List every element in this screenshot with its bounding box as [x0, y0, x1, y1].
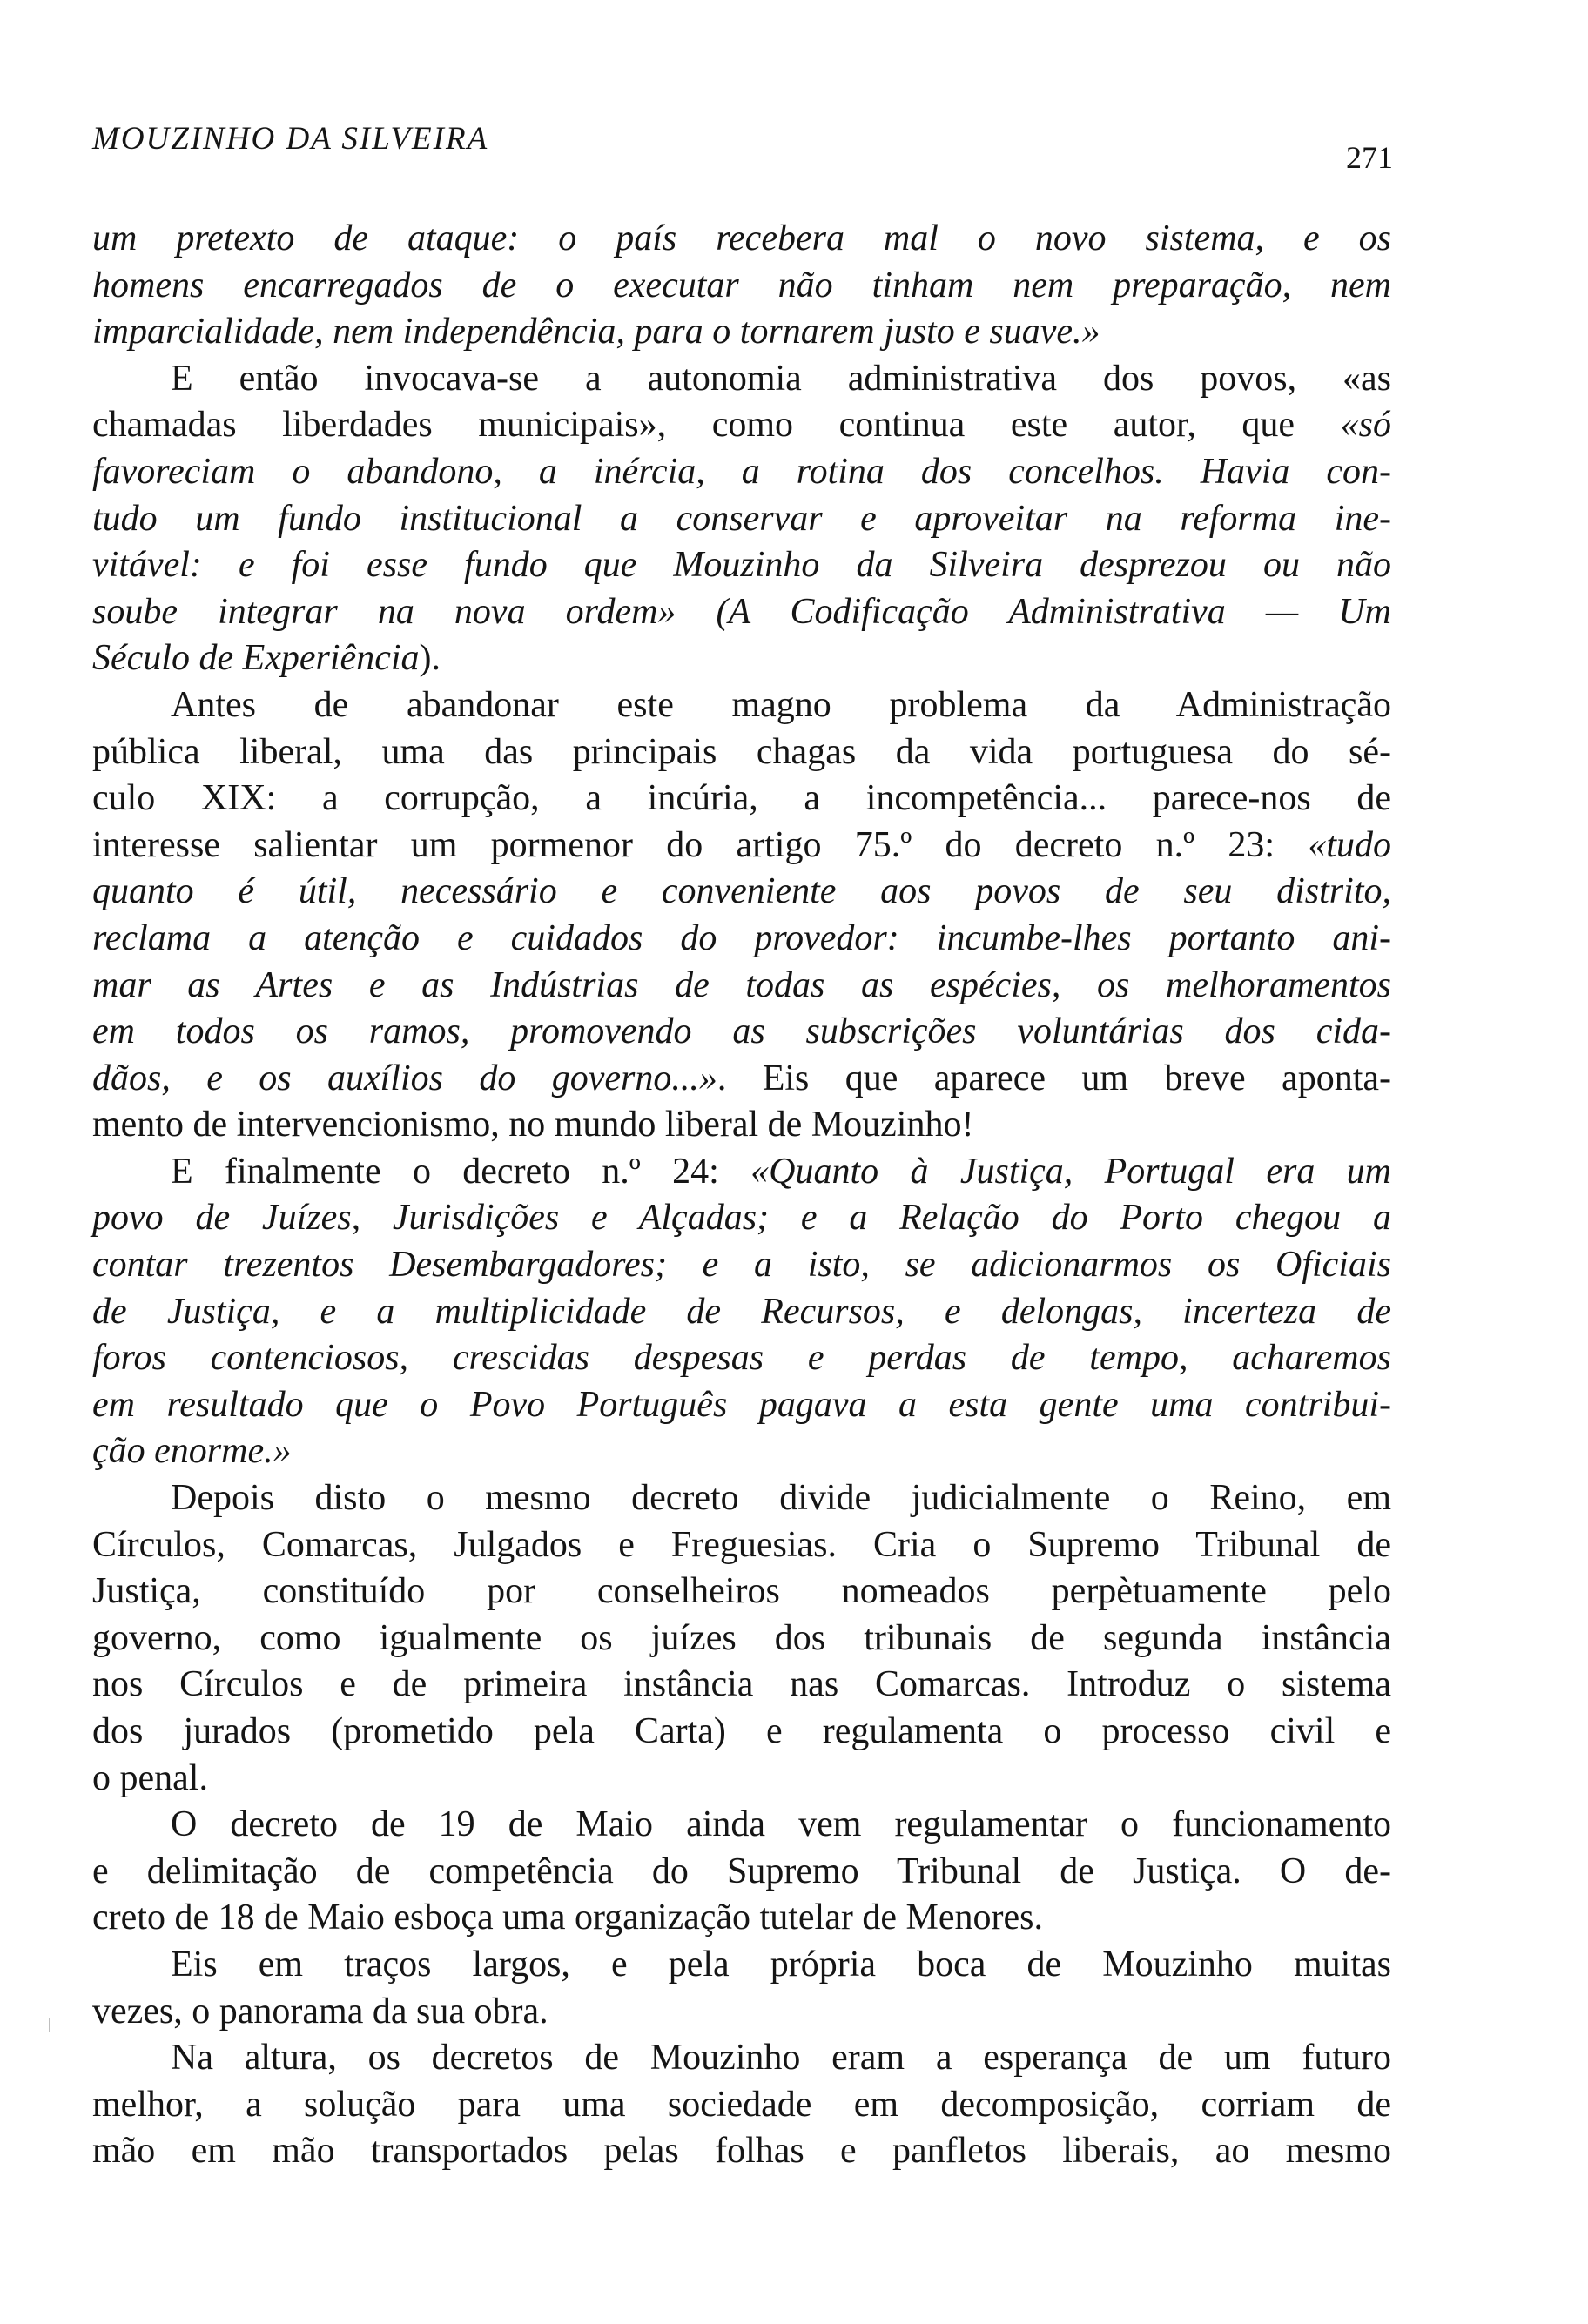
text-line — [92, 496, 1391, 543]
text-line — [92, 1568, 1391, 1615]
text-line — [92, 1242, 1391, 1289]
text-line — [92, 776, 1391, 823]
italic-text-segment: quanto é útil, necessário e conveniente aos povos de seu distrito, — [92, 871, 1391, 912]
text-line — [92, 1849, 1391, 1896]
text-line — [92, 1475, 1391, 1522]
text-segment: governo, como igualmente os juízes dos tribunais de segunda instância — [92, 1617, 1391, 1658]
text-line — [92, 589, 1391, 636]
text-line — [92, 1102, 1391, 1149]
italic-text-segment: ção enorme.» — [92, 1431, 292, 1472]
text-line — [92, 682, 1391, 729]
text-line — [92, 916, 1391, 963]
text-line — [92, 356, 1391, 403]
italic-text-segment: «tudo — [1308, 824, 1391, 865]
text-line — [92, 402, 1391, 449]
text-line — [92, 1522, 1391, 1569]
text-segment: Círculos, Comarcas, Julgados e Freguesias. Cria o Supremo Tribunal de — [92, 1524, 1391, 1565]
text-line — [92, 1009, 1391, 1056]
text-line — [92, 1335, 1391, 1382]
text-line — [92, 729, 1391, 776]
italic-text-segment: contar trezentos Desembargadores; e a isto, se adicionarmos os Oficiais — [92, 1245, 1391, 1286]
italic-text-segment: povo de Juízes, Jurisdições e Alçadas; e a Relação do Porto chegou a — [92, 1198, 1391, 1239]
text-segment: vezes, o panorama da sua obra. — [92, 1991, 548, 2032]
text-line — [92, 1382, 1391, 1429]
text-line — [92, 1709, 1391, 1756]
text-segment: . Eis que aparece um breve aponta- — [717, 1058, 1391, 1098]
text-line — [92, 263, 1391, 310]
italic-text-segment: tudo um fundo institucional a conservar e aproveitar na reforma ine- — [92, 498, 1391, 539]
text-segment: pública liberal, uma das principais chagas da vida portuguesa do sé- — [92, 731, 1391, 772]
text-line — [92, 216, 1391, 263]
text-line — [92, 309, 1391, 356]
text-line — [92, 1756, 1391, 1803]
text-segment: interesse salientar um pormenor do artigo 75.º do decreto n.º 23: — [92, 824, 1309, 865]
text-line — [92, 2128, 1391, 2175]
italic-text-segment: imparcialidade, nem independência, para o tornarem justo e suave.» — [92, 312, 1100, 353]
italic-text-segment: «Quanto à Justiça, Portugal era um — [750, 1151, 1392, 1192]
text-segment: mão em mão transportados pelas folhas e panfletos liberais, ao mesmo — [92, 2131, 1391, 2172]
page-number: 271 — [1346, 140, 1393, 175]
italic-text-segment: foros contenciosos, crescidas despesas e perdas de tempo, acharemos — [92, 1338, 1391, 1379]
italic-text-segment: «só — [1340, 405, 1391, 446]
italic-text-segment: soube integrar na nova ordem» (A Codificação Administrativa — Um — [92, 591, 1391, 632]
running-title: MOUZINHO DA SILVEIRA — [92, 121, 489, 157]
text-segment: o penal. — [92, 1757, 208, 1798]
italic-text-segment: reclama a atenção e cuidados do provedor: incumbe-lhes portanto ani- — [92, 917, 1391, 958]
text-line — [92, 2082, 1391, 2129]
text-segment: nos Círculos e de primeira instância nas Comarcas. Introduz o sistema — [92, 1664, 1391, 1705]
text-line — [92, 1802, 1391, 1849]
text-line — [92, 1615, 1391, 1662]
text-line — [92, 963, 1391, 1010]
text-segment: E então invocava-se a autonomia administrativa dos povos, «as — [171, 358, 1391, 399]
text-segment: creto de 18 de Maio esboça uma organização tutelar de Menores. — [92, 1897, 1043, 1938]
text-segment: Antes de abandonar este magno problema da Administração — [171, 684, 1391, 725]
text-segment: e delimitação de competência do Supremo Tribunal de Justiça. O de- — [92, 1850, 1391, 1891]
text-segment: culo XIX: a corrupção, a incúria, a incompetência... parece-nos de — [92, 778, 1391, 819]
text-line — [92, 1895, 1391, 1942]
text-line — [92, 1942, 1391, 1989]
body-text — [92, 216, 1391, 2175]
text-segment: ). — [419, 638, 441, 679]
text-line — [92, 542, 1391, 589]
text-segment: O decreto de 19 de Maio ainda vem regulamentar o funcionamento — [171, 1804, 1391, 1845]
italic-text-segment: dãos, e os auxílios do governo...» — [92, 1058, 717, 1098]
text-segment: Depois disto o mesmo decreto divide judicialmente o Reino, em — [171, 1478, 1391, 1519]
text-line — [92, 1989, 1391, 2036]
text-line — [92, 449, 1391, 496]
text-segment: Eis em traços largos, e pela própria boca de Mouzinho muitas — [171, 1944, 1391, 1985]
text-segment: Justiça, constituído por conselheiros nomeados perpètuamente pelo — [92, 1571, 1391, 1612]
italic-text-segment: mar as Artes e as Indústrias de todas as espécies, os melhoramentos — [92, 964, 1391, 1005]
text-segment: chamadas liberdades municipais», como continua este autor, que — [92, 405, 1341, 446]
italic-text-segment: em resultado que o Povo Português pagava a esta gente uma contribui- — [92, 1384, 1391, 1425]
text-segment: mento de intervencionismo, no mundo liberal de Mouzinho! — [92, 1105, 974, 1145]
text-line — [92, 869, 1391, 916]
text-segment: E finalmente o decreto n.º 24: — [171, 1151, 751, 1192]
italic-text-segment: em todos os ramos, promovendo as subscrições voluntárias dos cida- — [92, 1011, 1391, 1052]
italic-text-segment: um pretexto de ataque: o país recebera mal o novo sistema, e os — [92, 218, 1391, 259]
text-line — [92, 1195, 1391, 1242]
text-line — [92, 1149, 1391, 1196]
text-line — [92, 1428, 1391, 1475]
margin-mark — [49, 2018, 50, 2032]
text-line — [92, 1662, 1391, 1709]
italic-text-segment: vitável: e foi esse fundo que Mouzinho da Silveira desprezou ou não — [92, 545, 1391, 586]
text-line — [92, 823, 1391, 870]
text-segment: melhor, a solução para uma sociedade em decomposição, corriam de — [92, 2084, 1391, 2125]
italic-text-segment: favoreciam o abandono, a inércia, a rotina dos concelhos. Havia con- — [92, 451, 1391, 492]
italic-text-segment: Século de Experiência — [92, 638, 420, 679]
italic-text-segment: de Justiça, e a multiplicidade de Recursos, e delongas, incerteza de — [92, 1291, 1391, 1332]
text-line — [92, 2035, 1391, 2082]
text-line — [92, 1289, 1391, 1336]
text-segment: dos jurados (prometido pela Carta) e regulamenta o processo civil e — [92, 1711, 1391, 1751]
text-line — [92, 1056, 1391, 1103]
italic-text-segment: homens encarregados de o executar não tinham nem preparação, nem — [92, 265, 1391, 306]
text-line — [92, 635, 1391, 682]
text-segment: Na altura, os decretos de Mouzinho eram a esperança de um futuro — [171, 2038, 1391, 2079]
